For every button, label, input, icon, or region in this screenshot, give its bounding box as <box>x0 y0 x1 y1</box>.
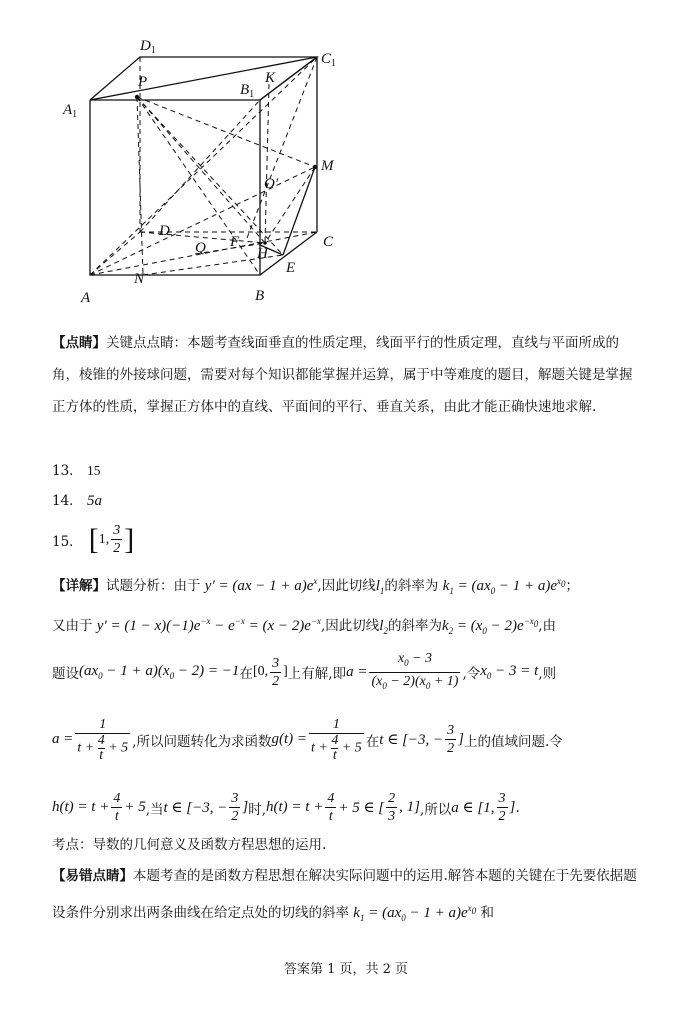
page-footer: 答案第 1 页，共 2 页 <box>283 962 409 977</box>
xiangjie-line-1: 【详解】试题分析：由于 $y' = (ax - 1 + a)e^x$,因此切线$l_1$的斜率为 $k_1 = (ax_0 - 1 + a)e^{x_0}$； <box>52 576 580 596</box>
label-m: M <box>321 158 334 174</box>
xiangjie-line-3: 题设 $(ax_0 - 1 + a)(x_0 - 2) = -1$ 在 [0, $\frac{3}{2}$ ] 上有解,即 a = $\frac{x_0 - 3}{(x_0 - 2)(x_0 + 1)}$ ,令 $x_0 - 3 = t$ ,则 <box>52 650 556 695</box>
cube-figure <box>55 30 355 310</box>
label-d: D <box>159 223 170 239</box>
point-h <box>263 241 267 245</box>
kaodian-line: 考点：导数的几何意义及函数方程思想的运用. <box>52 837 327 853</box>
label-o: O′ <box>264 176 279 192</box>
dianjing-paragraph <box>52 327 642 423</box>
answer-13: 13． 15 <box>52 463 101 479</box>
label-d1: $D_1$ <box>140 38 156 56</box>
line-k-h <box>265 84 269 243</box>
answer-15: 15． [ 1, $\frac{3}{2}$ ] <box>52 522 135 556</box>
label-a: A <box>81 290 91 306</box>
label-c1: $C_1$ <box>321 51 337 69</box>
edge-a1-c1 <box>90 57 317 100</box>
xiangjie-line-5: h(t) = t + $\frac{4}{t}$ + 5 ,当 t ∈ [−3, − $\frac{3}{2}$ ] 时, h(t) = t + $\frac{4}{t}$ + 5 ∈ [ $\frac{2}{3}$ , 1] ,所以 a ∈ [1, $\frac{3}{2}$ ] . <box>52 791 520 824</box>
dianjing-label: 【点睛】 <box>52 335 106 351</box>
line-p-m <box>137 97 315 167</box>
dianjing-text: 关键点点睛：本题考查线面垂直的性质定理，线面平行的性质定理，直线与平面所成的角，棱锥的外接球问题，需要对每个知识都能掌握并运算，属于中等难度的题目，解题关键是掌握正方体的性质，掌握正方体中的直线、平面间的平行、垂直关系，由此才能正确快速地求解. <box>52 335 633 415</box>
xiangjie-line-2: 又由于 $y' = (1 - x)(-1)e^{-x} - e^{-x} = (x - 2)e^{-x}$,因此切线$l_2$的斜率为$k_2 = (x_0 - 2)e^{-x_0}$,由 <box>52 616 557 636</box>
answer-14: 14． 5a <box>52 493 102 509</box>
label-c: C <box>323 234 334 250</box>
label-e: E <box>286 260 296 276</box>
point-p <box>135 95 139 99</box>
label-f: F <box>230 234 240 250</box>
label-p: P <box>138 74 148 90</box>
label-n: N <box>134 271 145 287</box>
label-h: H <box>257 246 268 262</box>
edge-a-d <box>90 232 140 275</box>
label-b: B <box>255 288 265 304</box>
frac-3-2: $\frac{3}{2}$ <box>113 523 121 556</box>
point-m <box>313 165 317 169</box>
label-q: Q <box>195 240 206 256</box>
label-k: K <box>265 70 276 86</box>
line-p-h <box>137 97 265 243</box>
label-a1: $A_1$ <box>63 102 78 120</box>
yicuo-paragraph: 【易错点睛】本题考查的是函数方程思想在解决实际问题中的运用.解答本题的关键在于先要依据题设条件分别求出两条曲线在给定点处的切线的斜率 $k_1 = (ax_0 - 1 + a)e^{x_0}$ 和 <box>52 868 637 923</box>
label-b1: $B_1$ <box>240 82 255 100</box>
xiangjie-line-4: a = 1 t + $\frac{4}{t}$ + 5 ,所以问题转化为求函数 g(t) = 1 t + $\frac{4}{t}$ + 5 在 t ∈ [−3, − $\frac{3}{2}$ ] 上的值域问题.令 <box>52 717 563 763</box>
